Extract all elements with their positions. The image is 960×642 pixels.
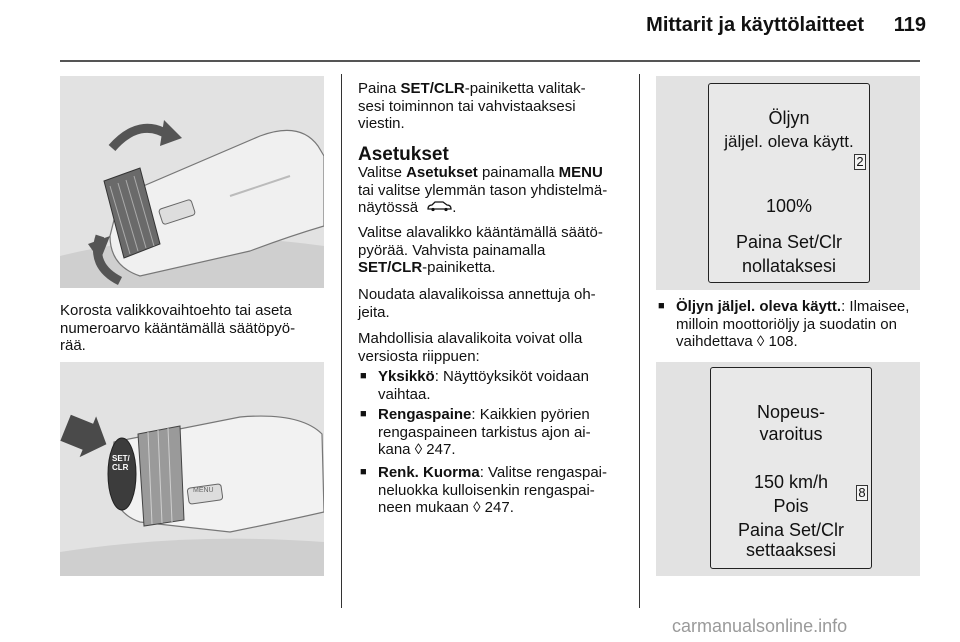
- stalk-press-illustration: [60, 362, 324, 576]
- oil-life-display: Öljyn jäljel. oleva käytt. 100% Paina Set/Clr nollataksesi 2: [708, 83, 870, 283]
- stalk-wheel-illustration: [60, 76, 324, 288]
- submenu-paragraph: Valitse alavalikko kääntämällä säätö- pyörää. Vahvista painamalla SET/CLR-painiketta.: [358, 224, 603, 276]
- display-index-badge: 8: [856, 485, 868, 501]
- bullet-glyph: ■: [360, 408, 367, 420]
- bullet-glyph: ■: [360, 370, 367, 382]
- car-icon: [426, 199, 452, 217]
- page-ref-icon: ◊: [473, 499, 481, 516]
- watermark: carmanualsonline.info: [672, 616, 848, 636]
- bullet-unit: ■ Yksikkö: Näyttöyksiköt voidaan vaihtaa.: [360, 368, 589, 403]
- bullet-tyre-load: ■ Renk. Kuorma: Valitse rengaspai- neluokka kulloisenkin rengaspai- neen mukaan ◊ 247.: [360, 464, 607, 516]
- column-divider-1: [341, 74, 342, 608]
- page-header-title: Mittarit ja käyttölaitteet: [646, 14, 864, 36]
- follow-instructions-paragraph: Noudata alavalikoissa annettuja oh- jeita.: [358, 286, 596, 321]
- set-clr-label: SET/CLR: [112, 454, 130, 472]
- page-ref-icon: ◊: [414, 441, 423, 458]
- menu-button-label: MENU: [193, 487, 214, 494]
- bullet-oil-life: ■ Öljyn jäljel. oleva käytt.: Ilmaisee, milloin moottoriöljy ja suodatin on vaihdettava ◊ 108.: [658, 298, 910, 350]
- oil-display-panel: [656, 76, 920, 290]
- speed-warning-display: Nopeus- varoitus 150 km/h Pois Paina Set/Clr settaaksesi 8: [710, 367, 872, 569]
- display-index-badge: 2: [854, 154, 866, 170]
- bullet-tyre-pressure: ■ Rengaspaine: Kaikkien pyörien rengaspaineen tarkistus ajon ai- kana ◊ 247.: [360, 406, 591, 458]
- set-clr-paragraph: Paina SET/CLR-painiketta valitak- sesi toiminnon tai vahvistaaksesi viestin.: [358, 80, 586, 132]
- possible-submenus-paragraph: Mahdollisia alavalikoita voivat olla versiosta riippuen:: [358, 330, 583, 365]
- page-number: 119: [893, 14, 926, 36]
- bullet-glyph: ■: [360, 466, 367, 478]
- column-divider-2: [639, 74, 640, 608]
- instruction-paragraph: Korosta valikkovaihtoehto tai aseta numeroarvo kääntämällä säätöpyö- rää.: [60, 302, 296, 354]
- page-ref-icon: ◊: [756, 333, 765, 350]
- settings-paragraph: Valitse Asetukset painamalla MENU tai valitse ylemmän tason yhdistelmä- näytössä .: [358, 164, 608, 216]
- speed-warning-panel: [656, 362, 920, 576]
- header-rule: [60, 60, 920, 62]
- bullet-glyph: ■: [658, 300, 665, 312]
- section-heading-settings: Asetukset: [358, 144, 449, 165]
